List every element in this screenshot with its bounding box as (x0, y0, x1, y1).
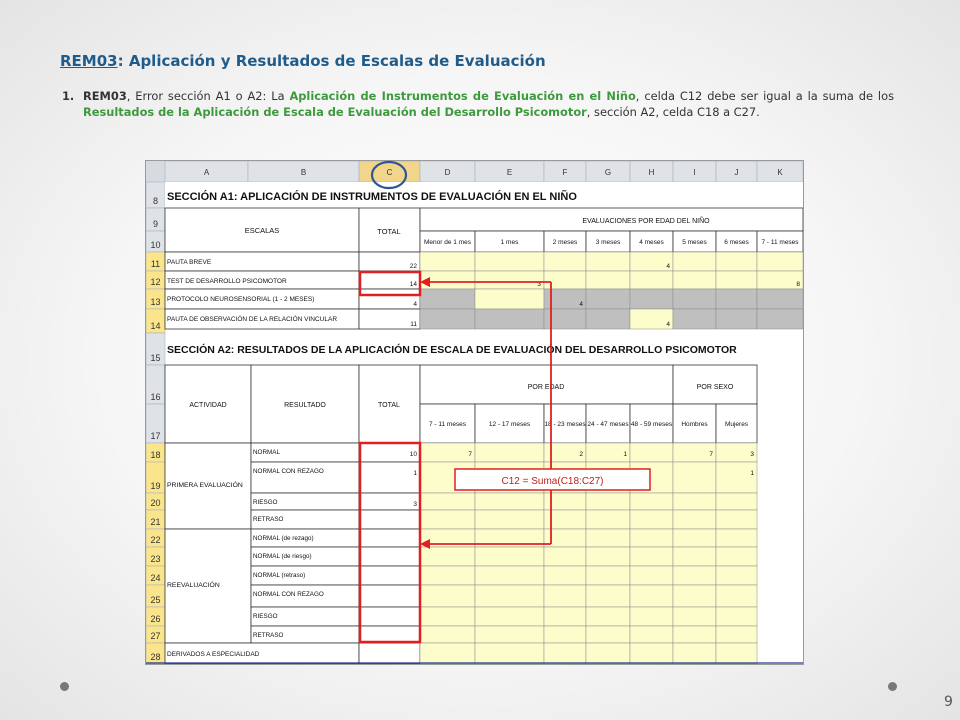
a1-age-label: 2 meses (552, 239, 578, 246)
a2-row-label: RETRASO (253, 632, 284, 639)
rule-item (62, 88, 894, 120)
a2-data-cell (475, 443, 544, 462)
a2-row-label: NORMAL (253, 449, 280, 456)
a1-data-value: 4 (666, 321, 670, 328)
a2-data-cell (673, 462, 716, 493)
a2-data-cell (716, 585, 757, 607)
a1-data-cell (586, 289, 630, 309)
a1-data-cell (673, 252, 716, 271)
a1-group-label: EVALUACIONES POR EDAD DEL NIÑO (582, 218, 710, 225)
a2-data-cell (420, 585, 475, 607)
a2-data-cell (475, 585, 544, 607)
a2-total-cell (359, 607, 420, 626)
a1-total-value: 22 (409, 263, 417, 270)
a2-total-cell (359, 585, 420, 607)
a1-escalas-label: ESCALAS (244, 226, 280, 235)
column-header-e: E (506, 168, 513, 177)
a2-data-cell (673, 566, 716, 585)
a2-row-label: NORMAL CON REZAGO (253, 591, 324, 598)
a1-age-label: 3 meses (595, 239, 621, 246)
a2-total-value: 3 (413, 501, 417, 508)
a1-row-label: PAUTA DE OBSERVACIÓN DE LA RELACIÓN VINCULAR (167, 316, 338, 323)
a1-data-cell (630, 289, 673, 309)
a2-data-cell (544, 626, 586, 643)
a2-data-cell (420, 607, 475, 626)
a2-total-cell (359, 510, 420, 529)
derivados-label: DERIVADOS A ESPECIALIDAD (167, 651, 260, 658)
a2-data-value: 7 (468, 451, 472, 458)
a1-data-cell (673, 309, 716, 329)
a2-row-label: RIESGO (253, 499, 278, 506)
row-header-11: 11 (150, 259, 161, 269)
a2-total-value: 10 (409, 451, 417, 458)
a2-row-label: NORMAL (de riesgo) (253, 553, 312, 560)
a1-data-cell (475, 309, 544, 329)
row-header-10: 10 (150, 240, 161, 250)
a1-total-label: TOTAL (377, 227, 401, 236)
a2-age-label: 24 - 47 meses (587, 421, 629, 428)
slide-title (60, 52, 546, 70)
a2-data-value: 2 (579, 451, 583, 458)
column-header-f: F (562, 168, 568, 177)
a2-data-cell (630, 607, 673, 626)
a1-data-cell (630, 271, 673, 289)
a2-data-cell (630, 566, 673, 585)
a1-age-label: 7 - 11 meses (761, 239, 799, 246)
a2-por-sexo-label: POR SEXO (696, 384, 734, 391)
a2-data-cell (630, 529, 673, 547)
a2-data-cell (544, 585, 586, 607)
a1-age-label: Menor de 1 mes (424, 239, 471, 246)
row-header-26: 26 (150, 614, 161, 624)
a2-row-label: RETRASO (253, 516, 284, 523)
a2-data-cell (630, 626, 673, 643)
a2-group-label: REEVALUACIÓN (167, 582, 220, 589)
row-header-27: 27 (150, 631, 161, 641)
a2-data-cell (716, 547, 757, 566)
a2-data-value: 1 (750, 470, 754, 477)
a2-data-cell (475, 493, 544, 510)
a2-data-cell (630, 493, 673, 510)
column-header-k: K (777, 168, 783, 177)
a2-data-cell (673, 585, 716, 607)
a2-age-label: 12 - 17 meses (488, 421, 531, 428)
row-header-12: 12 (150, 277, 161, 287)
item-text-a: , Error sección A1 o A2: La (126, 89, 290, 103)
a2-data-cell (716, 510, 757, 529)
column-header-c: C (386, 168, 393, 177)
a2-data-cell (630, 547, 673, 566)
a2-total-cell (359, 547, 420, 566)
row-header-25: 25 (150, 595, 161, 605)
derivados-data-cell (420, 643, 475, 664)
a1-data-cell (420, 252, 475, 271)
a2-data-value: 7 (709, 451, 713, 458)
derivados-data-cell (716, 643, 757, 664)
a2-data-cell (673, 510, 716, 529)
a1-row-label: TEST DE DESARROLLO PSICOMOTOR (167, 278, 287, 285)
a2-data-cell (673, 607, 716, 626)
a2-total-label: TOTAL (378, 402, 400, 409)
a1-age-label: 1 mes (500, 239, 519, 246)
a2-data-cell (544, 547, 586, 566)
row-header-20: 20 (150, 498, 161, 508)
a2-data-cell (544, 566, 586, 585)
a2-data-cell (475, 566, 544, 585)
row-header-28: 28 (150, 652, 161, 662)
a1-data-cell (716, 252, 757, 271)
a2-data-cell (586, 607, 630, 626)
item-text-c: , sección A2, celda C18 a C27. (586, 105, 760, 119)
a1-age-label: 4 meses (639, 239, 664, 246)
a2-row-label: NORMAL (de rezago) (253, 535, 314, 542)
derivados-data-cell (544, 643, 586, 664)
a2-age-label: 7 - 11 meses (428, 421, 467, 428)
a2-row-label-cell (251, 462, 359, 493)
a1-total-value: 11 (410, 321, 417, 328)
a1-data-cell (475, 271, 544, 289)
a2-resultado-label: RESULTADO (284, 402, 326, 409)
a2-sex-label: Hombres (681, 421, 708, 428)
a2-total-cell (359, 462, 420, 493)
a2-data-cell (586, 510, 630, 529)
row-header-16: 16 (150, 392, 161, 402)
a2-data-cell (420, 493, 475, 510)
a2-data-cell (630, 585, 673, 607)
a2-data-cell (420, 626, 475, 643)
a1-data-cell (586, 271, 630, 289)
a2-data-cell (475, 510, 544, 529)
row-header-22: 22 (150, 535, 161, 545)
derivados-data-cell (586, 643, 630, 664)
derivados-total-cell (359, 643, 420, 664)
a2-data-value: 1 (623, 451, 627, 458)
a2-data-cell (475, 607, 544, 626)
item-highlight-1: Aplicación de Instrumentos de Evaluación en el Niño (289, 89, 636, 103)
a2-data-cell (630, 443, 673, 462)
a2-data-value: 3 (750, 451, 754, 458)
column-header-h: H (648, 168, 655, 177)
a2-data-cell (420, 443, 475, 462)
a2-data-cell (586, 585, 630, 607)
item-body (83, 88, 894, 120)
a2-row-label: RIESGO (253, 613, 278, 620)
row-header-8: 8 (152, 196, 159, 206)
title-text: : Aplicación y Resultados de Escalas de Evaluación (117, 52, 546, 70)
a2-data-cell (420, 566, 475, 585)
a1-data-cell (544, 252, 586, 271)
a1-data-cell (586, 252, 630, 271)
column-header-g: G (604, 168, 612, 177)
a1-data-cell (716, 309, 757, 329)
row-header-23: 23 (150, 554, 161, 564)
a2-data-cell (673, 626, 716, 643)
row-header-19: 19 (150, 481, 161, 491)
a2-data-cell (673, 547, 716, 566)
item-highlight-2: Resultados de la Aplicación de Escala de Evaluación del Desarrollo Psicomotor (83, 105, 587, 119)
a2-data-cell (544, 607, 586, 626)
a1-data-cell (586, 309, 630, 329)
a1-total-value: 14 (409, 281, 417, 288)
row-header-14: 14 (150, 321, 161, 331)
derivados-data-cell (673, 643, 716, 664)
a2-group-label: PRIMERA EVALUACIÓN (167, 482, 243, 489)
a1-row-label: PROTOCOLO NEUROSENSORIAL (1 - 2 MESES) (167, 296, 315, 303)
a2-por-edad-label: POR EDAD (527, 384, 565, 391)
section-a1-title: SECCIÓN A1: APLICACIÓN DE INSTRUMENTOS DE EVALUACIÓN EN EL NIÑO (167, 191, 577, 203)
a2-row-label: NORMAL CON REZAGO (253, 468, 324, 475)
column-header-d: D (444, 168, 451, 177)
a2-data-cell (586, 626, 630, 643)
a2-data-cell (420, 547, 475, 566)
a2-data-cell (716, 462, 757, 493)
formula-callout-text: C12 = Suma(C18:C27) (501, 476, 604, 487)
a2-total-cell (359, 566, 420, 585)
item-number: 1. (62, 89, 75, 103)
a2-age-label: 18 - 23 meses (544, 421, 586, 428)
a1-row-label: PAUTA BREVE (167, 259, 212, 266)
column-header-b: B (300, 168, 307, 177)
a1-data-cell (757, 252, 803, 271)
row-header-15: 15 (150, 353, 161, 363)
a1-data-cell (757, 309, 803, 329)
spreadsheet-screenshot (145, 160, 804, 665)
a1-data-value: 3 (537, 281, 541, 288)
a1-data-cell (420, 289, 475, 309)
a2-total-value: 1 (413, 470, 417, 477)
slide-dot-left (60, 682, 69, 691)
a2-data-cell (673, 529, 716, 547)
a1-data-value: 4 (666, 263, 670, 270)
a2-data-cell (673, 493, 716, 510)
a2-actividad-label: ACTIVIDAD (189, 402, 227, 409)
derivados-data-cell (475, 643, 544, 664)
column-header-j: J (734, 168, 739, 177)
a2-total-cell (359, 626, 420, 643)
a1-data-value: 8 (796, 281, 800, 288)
row-header-18: 18 (150, 450, 161, 460)
a2-data-cell (475, 547, 544, 566)
a1-data-cell (420, 309, 475, 329)
a2-row-label: NORMAL (retraso) (253, 572, 306, 579)
item-text-b: , celda C12 debe ser igual a la suma de los (635, 89, 895, 103)
title-code: REM03 (60, 52, 118, 70)
a2-age-label: 48 - 59 meses (630, 421, 673, 428)
column-header-i: I (693, 168, 696, 177)
a1-age-label: 6 meses (724, 239, 749, 246)
a2-data-cell (716, 529, 757, 547)
row-header-13: 13 (150, 297, 161, 307)
a2-data-cell (716, 493, 757, 510)
a1-data-value: 4 (579, 301, 583, 308)
a1-data-cell (757, 289, 803, 309)
corner-cell (146, 161, 165, 182)
a2-data-cell (716, 607, 757, 626)
a1-data-cell (673, 271, 716, 289)
a1-total-cell (359, 289, 420, 309)
a1-age-label: 5 meses (682, 239, 707, 246)
row-header-24: 24 (150, 573, 161, 583)
a1-data-cell (475, 252, 544, 271)
a2-data-cell (420, 510, 475, 529)
a1-data-cell (716, 271, 757, 289)
a2-data-cell (475, 626, 544, 643)
a2-sex-label: Mujeres (724, 421, 749, 428)
a2-data-cell (716, 566, 757, 585)
a1-data-cell (716, 289, 757, 309)
column-header-a: A (203, 168, 210, 177)
a2-total-cell (359, 493, 420, 510)
a2-data-cell (586, 566, 630, 585)
a1-total-value: 4 (413, 301, 417, 308)
page-number: 9 (944, 694, 953, 710)
a2-data-cell (586, 493, 630, 510)
row-header-9: 9 (152, 219, 159, 229)
a2-data-cell (586, 529, 630, 547)
a1-data-cell (673, 289, 716, 309)
a2-data-cell (586, 547, 630, 566)
row-header-21: 21 (150, 517, 161, 527)
a2-total-cell (359, 529, 420, 547)
a1-data-cell (475, 289, 544, 309)
section-a2-title: SECCIÓN A2: RESULTADOS DE LA APLICACIÓN DE ESCALA DE EVALUACIÓN DEL DESARROLLO PSICOMOTOR (167, 344, 737, 356)
a2-data-cell (630, 510, 673, 529)
row-header-17: 17 (150, 431, 161, 441)
slide-dot-right (888, 682, 897, 691)
derivados-data-cell (630, 643, 673, 664)
a2-data-cell (716, 626, 757, 643)
item-code: REM03 (83, 89, 127, 103)
spreadsheet-canvas (146, 161, 803, 664)
